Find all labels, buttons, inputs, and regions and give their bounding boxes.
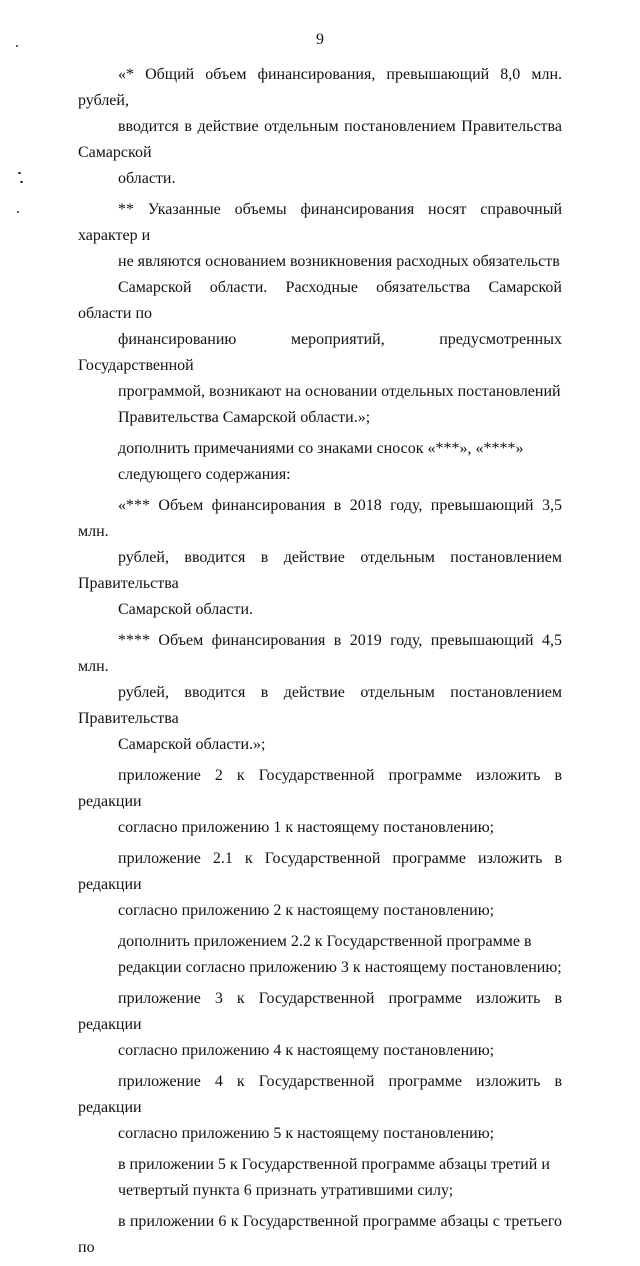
paragraph: [78, 493, 562, 623]
text-line: области.: [118, 170, 176, 187]
text-line: «* Общий объем финансирования, превышающий 8,0 млн. рублей,: [78, 66, 562, 109]
document-body: [78, 62, 562, 1266]
paragraph: [78, 929, 562, 981]
text-line: приложение 2.1 к Государственной программе изложить в редакции: [78, 850, 562, 893]
text-line: вводится в действие отдельным постановлением Правительства Самарской: [78, 118, 562, 161]
text-line: редакции согласно приложению 3 к настоящему постановлению;: [118, 959, 562, 976]
text-line: в приложении 6 к Государственной программе абзацы с третьего по: [78, 1213, 562, 1256]
paragraph: [78, 1209, 562, 1261]
paragraph: [78, 763, 562, 841]
text-line: Правительства Самарской области.»;: [118, 409, 371, 426]
scan-artifact-mark: [20, 181, 23, 183]
text-line: приложение 3 к Государственной программе изложить в редакции: [78, 990, 562, 1033]
paragraph: [78, 1069, 562, 1147]
text-line: **** Объем финансирования в 2019 году, превышающий 4,5 млн.: [78, 632, 562, 675]
paragraph: [78, 1152, 562, 1204]
text-line: приложение 2 к Государственной программе изложить в редакции: [78, 767, 562, 810]
paragraph: [78, 986, 562, 1064]
text-line: ** Указанные объемы финансирования носят справочный характер и: [78, 201, 562, 244]
text-line: программой, возникают на основании отдельных постановлений: [118, 383, 561, 400]
paragraph: [78, 62, 562, 192]
text-line: «*** Объем финансирования в 2018 году, превышающий 3,5 млн.: [78, 497, 562, 540]
text-line: приложение 4 к Государственной программе изложить в редакции: [78, 1073, 562, 1116]
paragraph: [78, 628, 562, 758]
text-line: не являются основанием возникновения расходных обязательств: [118, 253, 560, 270]
text-line: Самарской области.»;: [118, 736, 266, 753]
text-line: согласно приложению 1 к настоящему постановлению;: [118, 819, 495, 836]
text-line: четвертый пункта 6 признать утратившими силу;: [118, 1182, 454, 1199]
paragraph: [78, 846, 562, 924]
text-line: финансированию мероприятий, предусмотренных Государственной: [78, 331, 562, 374]
text-line: в приложении 5 к Государственной программе абзацы третий и: [118, 1156, 550, 1173]
text-line: Самарской области. Расходные обязательства Самарской области по: [78, 279, 562, 322]
text-line: согласно приложению 5 к настоящему постановлению;: [118, 1125, 495, 1142]
scan-artifact-mark: [18, 172, 21, 174]
scan-artifact-mark: [17, 211, 19, 213]
text-line: дополнить примечаниями со знаками сносок «***», «****»: [118, 440, 524, 457]
paragraph: [78, 197, 562, 431]
text-line: согласно приложению 2 к настоящему постановлению;: [118, 902, 495, 919]
text-line: дополнить приложением 2.2 к Государственной программе в: [118, 933, 532, 950]
text-line: рублей, вводится в действие отдельным постановлением Правительства: [78, 549, 562, 592]
text-line: рублей, вводится в действие отдельным постановлением Правительства: [78, 684, 562, 727]
text-line: следующего содержания:: [118, 466, 291, 483]
text-line: согласно приложению 4 к настоящему постановлению;: [118, 1042, 495, 1059]
text-line: Самарской области.: [118, 601, 253, 618]
page-number: 9: [316, 31, 324, 48]
paragraph: [78, 436, 562, 488]
